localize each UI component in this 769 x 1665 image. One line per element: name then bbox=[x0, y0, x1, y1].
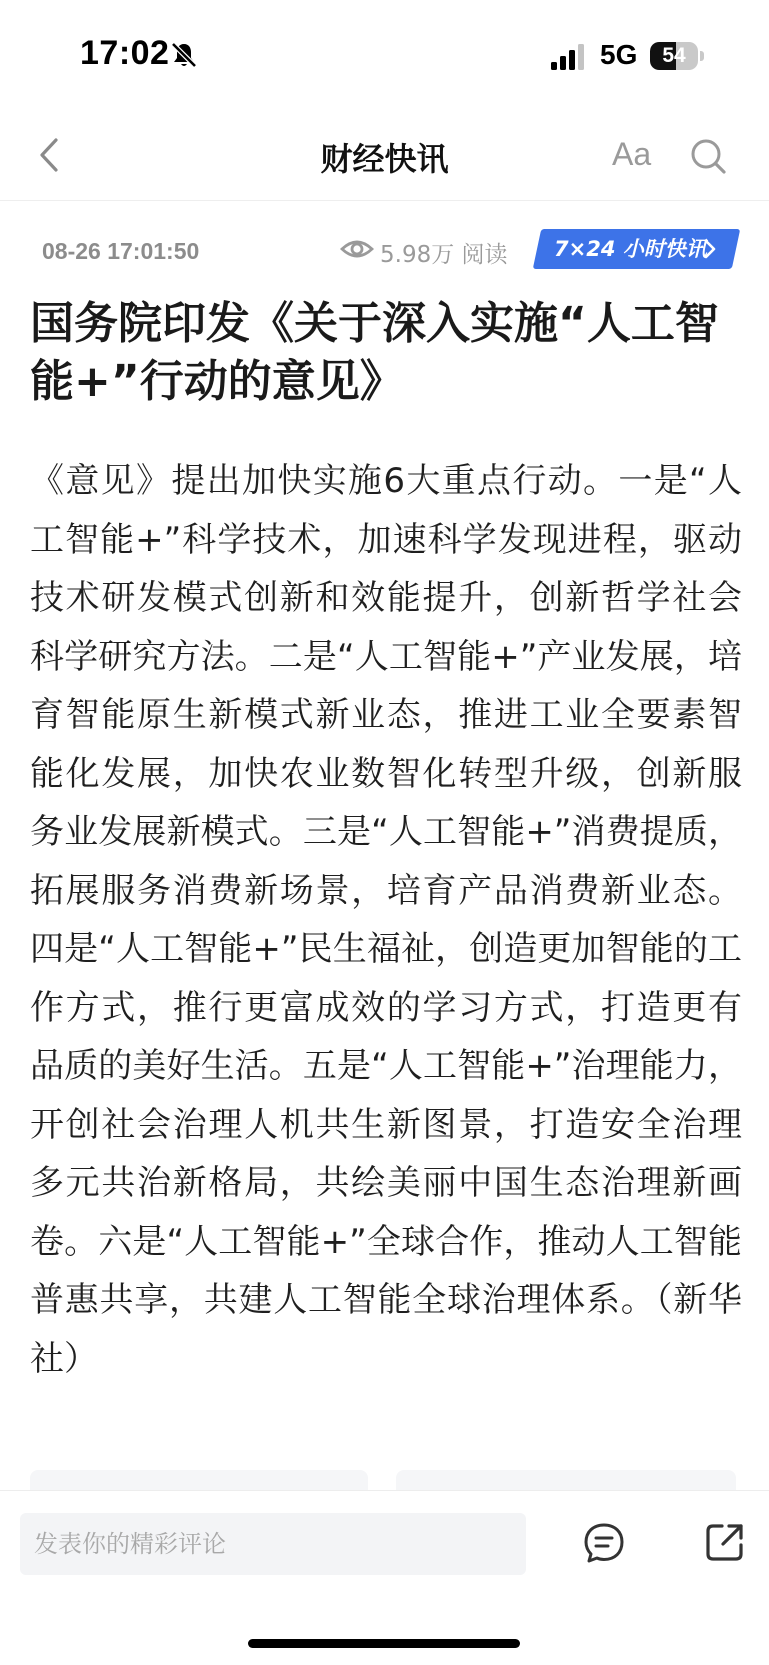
article-title: 国务院印发《关于深入实施“人工智能+”行动的意见》 bbox=[30, 298, 719, 407]
network-type: 5G bbox=[600, 39, 638, 70]
news-724-badge-label[interactable]: 7×24 小时快讯 bbox=[554, 237, 707, 261]
eye-icon bbox=[340, 234, 374, 264]
article-body: 《意见》提出加快实施6大重点行动。一是“人工智能+”科学技术，加速科学发现进程，驱动技术研发模式创新和效能提升，创新哲学社会科学研究方法。二是“人工智能+”产业发展，培育智能原生新模式新业态，推进工业全要素智能化发展，加快农业数智化转型升级，创新服务业发展新模式。三是“人工智能+”消费提质，拓展服务消费新场景，培育产品消费新业态。四是“人工智能+”民生福祉，创造更加智能的工作方式，推行更富成效的学习方式，打造更有品质的美好生活。五是“人工智能+”治理能力，开创社会治理人机共生新图景，打造安全治理多元共治新格局，共绘美丽中国生态治理新画卷。六是“人工智能+”全球合作，推动人工智能普惠共享，共建人工智能全球治理体系。（新华社） bbox=[30, 461, 742, 1379]
view-count: 5.98万 阅读 bbox=[380, 242, 508, 268]
comment-input[interactable] bbox=[20, 1513, 526, 1575]
chevron-right-icon[interactable] bbox=[703, 238, 717, 260]
related-card[interactable] bbox=[30, 1470, 368, 1492]
battery-cap bbox=[700, 51, 704, 61]
home-indicator bbox=[248, 1639, 520, 1648]
battery-level: 54 bbox=[662, 44, 686, 67]
font-size-button[interactable]: Aa bbox=[612, 136, 652, 172]
search-icon[interactable] bbox=[688, 136, 728, 176]
page-title: 财经快讯 bbox=[320, 140, 449, 178]
status-bar bbox=[0, 0, 769, 110]
battery-icon bbox=[650, 42, 698, 70]
nav-bar bbox=[0, 110, 769, 201]
comment-bar bbox=[0, 1490, 769, 1665]
publish-time: 08-26 17:01:50 bbox=[42, 238, 200, 264]
cellular-signal-icon bbox=[551, 44, 587, 70]
related-card[interactable] bbox=[396, 1470, 736, 1492]
bell-slash-icon bbox=[170, 41, 198, 69]
comment-icon[interactable] bbox=[582, 1521, 626, 1565]
share-icon[interactable] bbox=[704, 1521, 746, 1563]
status-time: 17:02 bbox=[80, 34, 170, 72]
